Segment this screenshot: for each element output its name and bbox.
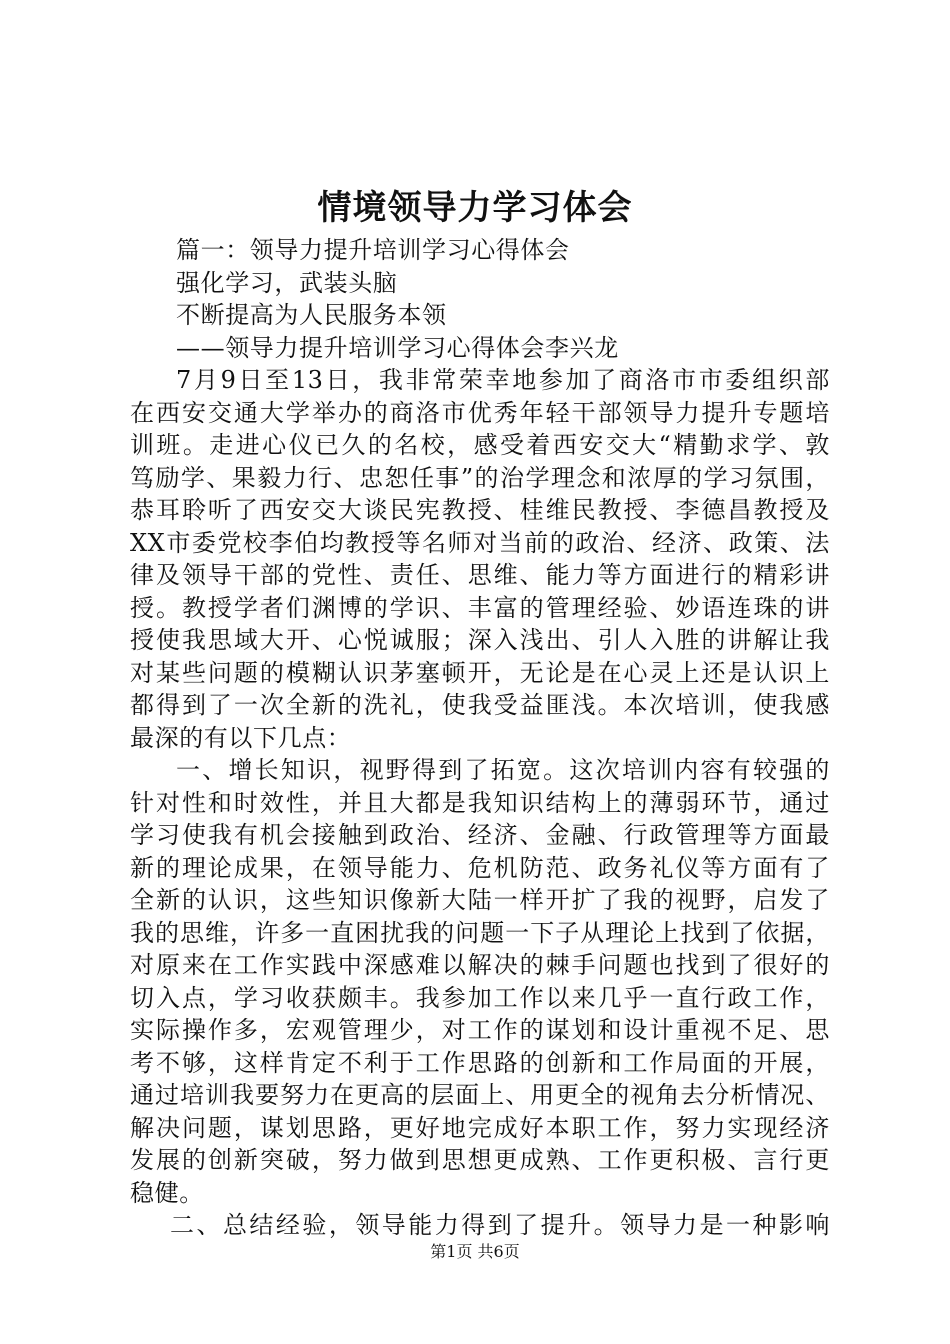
text-line: 对某些问题的模糊认识茅塞顿开，无论是在心灵上还是认识上 (130, 658, 830, 687)
paragraph-3 (130, 1209, 830, 1242)
text-line: 新的理论成果，在领导能力、危机防范、政务礼仪等方面有了 (130, 853, 830, 882)
text-line: 笃励学、果毅力行、忠恕任事”的治学理念和浓厚的学习氛围， (130, 463, 830, 492)
text-line: 授使我思域大开、心悦诚服；深入浅出、引人入胜的讲解让我 (130, 626, 830, 654)
text-line: 一、增长知识，视野得到了拓宽。这次培训内容有较强的 (176, 756, 830, 784)
text-line: 稳健。 (130, 1178, 204, 1207)
document-title: 情境领导力学习体会 (317, 188, 633, 228)
text-line: 在西安交通大学举办的商洛市优秀年轻干部领导力提升专题培 (130, 398, 830, 427)
paragraph-1 (130, 364, 830, 754)
text-line: 解决问题，谋划思路，更好地完成好本职工作，努力实现经济 (130, 1113, 830, 1142)
text-line: 7月9日至13日，我非常荣幸地参加了商洛市市委组织部 (176, 366, 830, 394)
text-line: 恭耳聆听了西安交大谈民宪教授、桂维民教授、李德昌教授及 (130, 496, 830, 524)
text-line: 发展的创新突破，努力做到思想更成熟、工作更积极、言行更 (130, 1146, 830, 1174)
text-line: 考不够，这样肯定不利于工作思路的创新和工作局面的开展， (130, 1048, 830, 1077)
document-body (130, 234, 830, 1242)
page-footer: 第1页 共6页 (430, 1242, 520, 1261)
text-line: 二、总结经验，领导能力得到了提升。领导力是一种影响 (170, 1211, 830, 1239)
text-line: 学习使我有机会接触到政治、经济、金融、行政管理等方面最 (130, 821, 830, 849)
text-line: 最深的有以下几点： (130, 723, 352, 752)
heading-line: 不断提高为人民服务本领 (176, 301, 447, 329)
text-line: 授。教授学者们渊博的学识、丰富的管理经验、妙语连珠的讲 (130, 593, 830, 622)
text-line: 律及领导干部的党性、责任、思维、能力等方面进行的精彩讲 (130, 561, 830, 589)
heading-line: 篇一：领导力提升培训学习心得体会 (176, 236, 570, 264)
text-line: 切入点，学习收获颇丰。我参加工作以来几乎一直行政工作， (130, 983, 830, 1012)
text-line: 都得到了一次全新的洗礼，使我受益匪浅。本次培训，使我感 (130, 691, 830, 719)
text-line: 针对性和时效性，并且大都是我知识结构上的薄弱环节，通过 (130, 788, 830, 817)
paragraph-2 (130, 754, 830, 1209)
heading-line: ——领导力提升培训学习心得体会李兴龙 (176, 333, 619, 362)
text-line: 对原来在工作实践中深感难以解决的棘手问题也找到了很好的 (130, 951, 830, 979)
heading-line: 强化学习，武装头脑 (176, 268, 398, 297)
text-line: 我的思维，许多一直困扰我的问题一下子从理论上找到了依据， (130, 918, 830, 947)
text-line: 通过培训我要努力在更高的层面上、用更全的视角去分析情况、 (130, 1081, 830, 1109)
text-line: 训班。走进心仪已久的名校，感受着西安交大“精勤求学、敦 (130, 431, 830, 459)
text-line: XX市委党校李伯均教授等名师对当前的政治、经济、政策、法 (130, 528, 830, 557)
text-line: 全新的认识，这些知识像新大陆一样开扩了我的视野，启发了 (130, 886, 830, 914)
text-line: 实际操作多，宏观管理少，对工作的谋划和设计重视不足、思 (130, 1016, 830, 1044)
